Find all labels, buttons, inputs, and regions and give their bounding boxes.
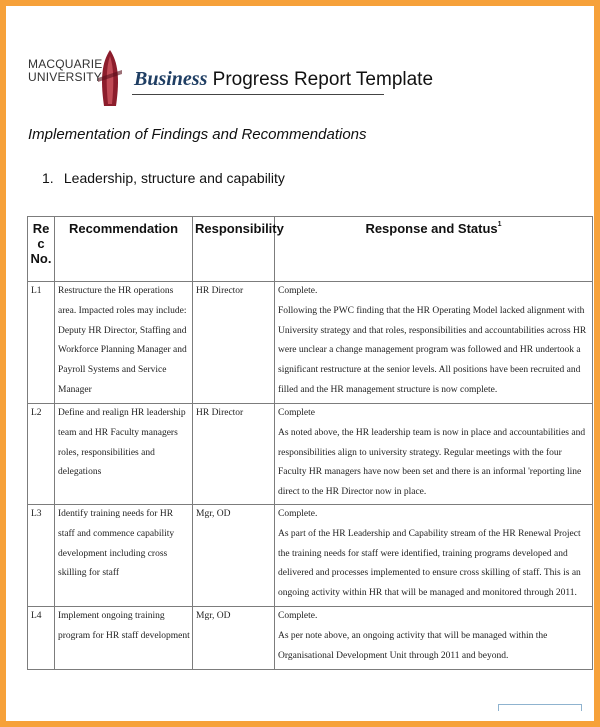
page-edge-tab <box>498 704 582 711</box>
subsection-number: 1. <box>42 170 54 186</box>
cell-recommendation: Define and realign HR leadership team and HR Faculty managers roles, responsibilities and delegations <box>55 404 193 505</box>
title-business-word: Business <box>134 68 208 90</box>
status-text: Complete. <box>278 286 318 296</box>
cell-rec-no: L1 <box>28 282 55 404</box>
table-row <box>28 505 593 607</box>
title-underline <box>132 94 384 95</box>
header-response-label: Response and Status <box>365 221 498 236</box>
cell-rec-no: L4 <box>28 607 55 670</box>
header-rec-no-line3: No. <box>30 251 52 266</box>
document-title <box>134 68 433 91</box>
lighthouse-logo-icon <box>92 48 128 108</box>
table-header-row <box>28 217 593 282</box>
table-row <box>28 404 593 505</box>
response-text: As noted above, the HR leadership team is now in place and accountabilities and responsibilities align to university strategy. Regular meetings with the four Faculty HR managers have now been set and there is an informal 'reporting line direct to the HR Director now in place. <box>278 427 586 498</box>
footnote-marker: 1 <box>497 221 502 228</box>
table-row <box>28 282 593 404</box>
cell-responsibility: HR Director <box>193 404 275 505</box>
header-responsibility: Responsibility <box>193 217 275 282</box>
cell-response <box>275 282 593 404</box>
cell-responsibility: HR Director <box>193 282 275 404</box>
title-rest: Progress Report Template <box>207 69 434 90</box>
header-rec-no <box>28 217 55 282</box>
header-rec-no-line1: Re <box>32 221 50 236</box>
section-title: Implementation of Findings and Recommendations <box>28 126 367 143</box>
cell-response <box>275 607 593 670</box>
university-logo-text <box>28 57 103 84</box>
cell-rec-no: L3 <box>28 505 55 607</box>
cell-recommendation: Identify training needs for HR staff and commence capability development including cross skilling for staff <box>55 505 193 607</box>
cell-rec-no: L2 <box>28 404 55 505</box>
document-header <box>28 48 588 108</box>
response-text: As part of the HR Leadership and Capability stream of the HR Renewal Project the training needs for staff were identified, training programs developed and delivered and processes implemented to ensure cross skilling of staff. This is an ongoing activity within HR that will be managed and monitored through 2011. <box>278 528 581 599</box>
document-page <box>6 6 594 721</box>
response-text: Following the PWC finding that the HR Operating Model lacked alignment with University strategy and that roles, responsibilities and accountabilities across HR were unclear a change management program was followed and HR undertook a significant restructure at the senior levels. All positions have been recruited and filled and the HR management structure is now complete. <box>278 305 587 395</box>
subsection-label: Leadership, structure and capability <box>63 170 285 186</box>
logo-line-2: UNIVERSITY <box>28 70 103 84</box>
cell-responsibility: Mgr, OD <box>193 505 275 607</box>
progress-table <box>27 216 593 670</box>
status-text: Complete <box>278 408 315 418</box>
header-recommendation: Recommendation <box>55 217 193 282</box>
subsection-heading <box>42 170 285 186</box>
cell-responsibility: Mgr, OD <box>193 607 275 670</box>
cell-recommendation: Restructure the HR operations area. Impacted roles may include: Deputy HR Director, Staffing and Workforce Planning Manager and Payroll Systems and Service Manager <box>55 282 193 404</box>
logo-line-1: MACQUARIE <box>28 57 103 71</box>
header-response-status <box>275 217 593 282</box>
header-rec-no-line2: c <box>37 236 45 251</box>
status-text: Complete. <box>278 509 318 519</box>
cell-response <box>275 505 593 607</box>
status-text: Complete. <box>278 611 318 621</box>
cell-response <box>275 404 593 505</box>
response-text: As per note above, an ongoing activity that will be managed within the Organisational Development Unit through 2011 and beyond. <box>278 630 548 661</box>
table-row <box>28 607 593 670</box>
cell-recommendation: Implement ongoing training program for HR staff development <box>55 607 193 670</box>
